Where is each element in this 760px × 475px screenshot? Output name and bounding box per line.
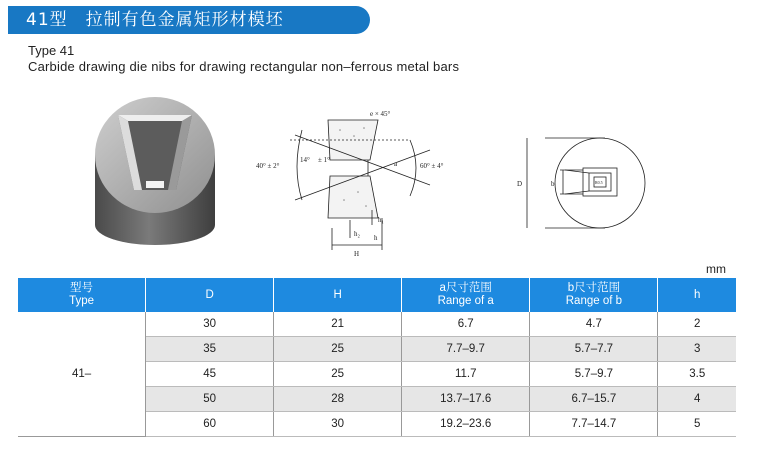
- label-b: b: [551, 180, 555, 188]
- column-header-d: D: [146, 278, 274, 312]
- cell-h-total: 25: [274, 337, 402, 362]
- cell-h: 3.5: [658, 362, 736, 387]
- table-row: [18, 312, 736, 337]
- cell-range-b: 6.7–15.7: [530, 387, 658, 412]
- angle-inner-label: 14°: [300, 156, 310, 164]
- cell-h: 5: [658, 412, 736, 437]
- table-header-row: [18, 278, 736, 312]
- cell-range-a: 6.7: [402, 312, 530, 337]
- product-description: Carbide drawing die nibs for drawing rectangular non–ferrous metal bars: [28, 59, 460, 74]
- front-view-diagram: [505, 128, 665, 238]
- label-a: a: [394, 160, 398, 168]
- cell-d: 30: [146, 312, 274, 337]
- column-header-h: h: [658, 278, 736, 312]
- cell-range-a: 13.7–17.6: [402, 387, 530, 412]
- label-h1: h₁: [378, 216, 384, 224]
- type-cell: 41–: [18, 312, 146, 437]
- column-header-range-a: a尺寸范围 Range of a: [402, 278, 530, 312]
- cell-range-b: 7.7–14.7: [530, 412, 658, 437]
- cell-range-b: 4.7: [530, 312, 658, 337]
- die-nib-photo: [90, 95, 220, 250]
- label-r: R0.5: [595, 180, 603, 185]
- page-title: 41型 拉制有色金属矩形材模坯: [8, 6, 370, 34]
- column-header-h-total: H: [274, 278, 402, 312]
- tolerance-inner-label: ± 1°: [318, 156, 330, 164]
- cell-h: 4: [658, 387, 736, 412]
- label-h: h: [374, 234, 378, 242]
- cell-range-b: 5.7–9.7: [530, 362, 658, 387]
- cell-range-a: 7.7–9.7: [402, 337, 530, 362]
- chamfer-label: e × 45°: [370, 110, 391, 118]
- cell-h-total: 30: [274, 412, 402, 437]
- cell-h-total: 21: [274, 312, 402, 337]
- cell-range-a: 11.7: [402, 362, 530, 387]
- cell-d: 60: [146, 412, 274, 437]
- column-header-type: 型号 Type: [18, 278, 146, 312]
- unit-label: mm: [706, 262, 726, 276]
- cell-d: 45: [146, 362, 274, 387]
- cell-h: 3: [658, 337, 736, 362]
- angle-left-label: 40° ± 2°: [256, 162, 280, 170]
- type-label: Type 41: [28, 43, 75, 58]
- cell-h-total: 25: [274, 362, 402, 387]
- label-h2: h₂: [354, 230, 360, 238]
- label-D: D: [517, 180, 523, 188]
- cell-h: 2: [658, 312, 736, 337]
- cell-d: 50: [146, 387, 274, 412]
- angle-right-label: 60° ± 4°: [420, 162, 444, 170]
- cell-d: 35: [146, 337, 274, 362]
- column-header-range-b: b尺寸范围 Range of b: [530, 278, 658, 312]
- side-section-diagram: [250, 100, 470, 270]
- label-H: H: [354, 250, 360, 258]
- specification-table: [18, 278, 736, 437]
- cell-h-total: 28: [274, 387, 402, 412]
- cell-range-a: 19.2–23.6: [402, 412, 530, 437]
- cell-range-b: 5.7–7.7: [530, 337, 658, 362]
